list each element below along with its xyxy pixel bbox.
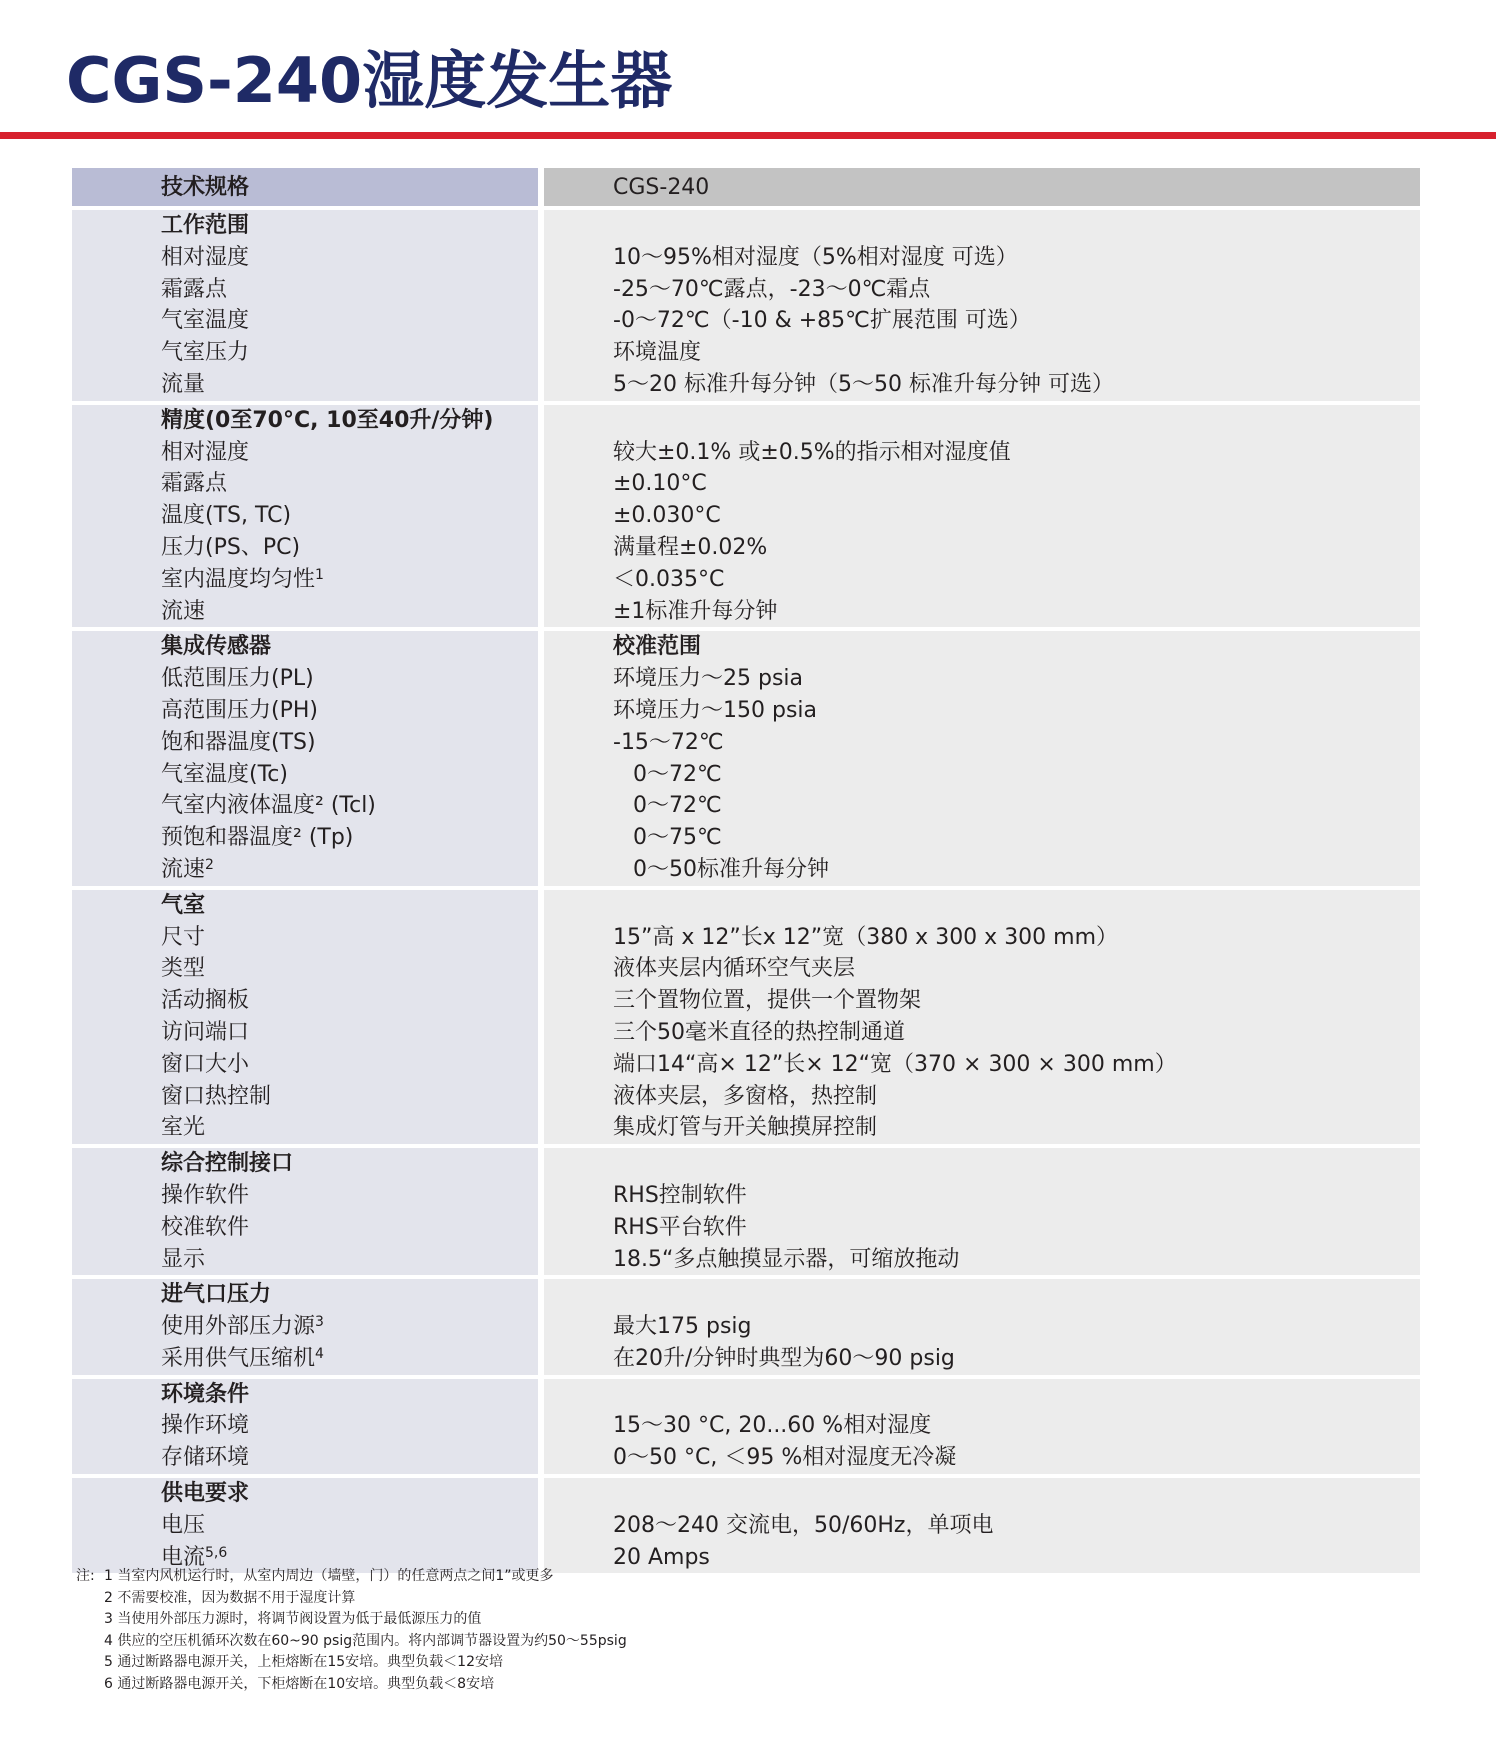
spec-label: 气室温度(Tc) xyxy=(161,761,288,787)
spec-label: 霜露点 xyxy=(161,471,228,497)
spec-section xyxy=(72,1379,1420,1474)
footnotes xyxy=(76,1566,627,1695)
spec-value-column xyxy=(544,1279,1420,1374)
spec-value: 最大175 psig xyxy=(613,1314,752,1340)
footnote-marker: 3 xyxy=(315,1314,324,1331)
spec-label: 窗口大小 xyxy=(161,1051,250,1077)
section-heading: 集成传感器 xyxy=(161,634,272,660)
spec-label-row xyxy=(72,564,538,596)
footnote-text: 5 通过断路器电源开关，上柜熔断在15安培。典型负载＜12安培 xyxy=(104,1654,503,1670)
footnote-line xyxy=(76,1588,627,1610)
header-model-label: CGS-240 xyxy=(613,175,710,200)
footnote-text: 1 当室内风机运行时，从室内周边（墙壁，门）的任意两点之间1”或更多 xyxy=(104,1568,554,1584)
footnote-text: 2 不需要校准，因为数据不用于湿度计算 xyxy=(104,1589,356,1606)
spec-value: 15～30 °C, 20...60 %相对湿度 xyxy=(613,1413,932,1439)
spec-label-row xyxy=(72,1049,538,1081)
spec-value-column xyxy=(544,1148,1420,1275)
spec-label-row xyxy=(72,337,538,369)
spec-label: 气室温度 xyxy=(161,308,250,334)
footnote-text: 6 通过断路器电源开关，下柜熔断在10安培。典型负载＜8安培 xyxy=(104,1675,495,1692)
spec-label-row xyxy=(72,1343,538,1375)
spec-section xyxy=(72,631,1420,885)
spec-value: 5～20 标准升每分钟（5～50 标准升每分钟 可选） xyxy=(613,371,1114,397)
spec-value: 0～50 °C, ＜95 %相对湿度无冷凝 xyxy=(613,1445,957,1471)
footnote-text: 3 当使用外部压力源时，将调节阀设置为低于最低源压力的值 xyxy=(104,1611,482,1627)
spec-label: 活动搁板 xyxy=(161,988,250,1014)
spec-label: 类型 xyxy=(161,956,206,982)
spec-label: 访问端口 xyxy=(161,1019,250,1045)
spec-label: 压力(PS、PC) xyxy=(161,534,301,560)
spec-label-row xyxy=(72,468,538,500)
spec-label-row xyxy=(72,695,538,727)
spec-section xyxy=(72,405,1420,628)
spec-label-row xyxy=(72,1017,538,1049)
spec-value: -25～70℃露点，-23～0℃霜点 xyxy=(613,276,931,302)
spec-value-column xyxy=(544,890,1420,1144)
spec-label-row xyxy=(72,596,538,628)
spec-label: 饱和器温度(TS) xyxy=(161,729,316,755)
spec-label-row xyxy=(72,790,538,822)
spec-section xyxy=(72,1279,1420,1374)
section-heading: 工作范围 xyxy=(161,213,250,238)
spec-label: 预饱和器温度² (Tp) xyxy=(161,825,354,851)
spec-label-column xyxy=(72,631,538,885)
section-heading: 进气口压力 xyxy=(161,1282,272,1308)
spec-value: 0～72℃ xyxy=(633,761,722,787)
spec-value: 三个置物位置，提供一个置物架 xyxy=(613,988,922,1014)
spec-label-row xyxy=(72,953,538,985)
title-divider xyxy=(0,132,1496,139)
spec-label-row xyxy=(72,854,538,886)
spec-label-row xyxy=(72,532,538,564)
footnote-marker: 2 xyxy=(205,856,214,873)
spec-value: 液体夹层，多窗格，热控制 xyxy=(613,1083,878,1109)
spec-section xyxy=(72,210,1420,401)
header-spec-label: 技术规格 xyxy=(161,175,250,200)
footnote-line xyxy=(76,1631,627,1653)
section-heading-value xyxy=(544,1478,1420,1510)
section-heading-value xyxy=(544,210,1420,242)
footnote-line xyxy=(76,1652,627,1674)
spec-value: 环境温度 xyxy=(613,340,702,366)
spec-label-row xyxy=(72,1081,538,1113)
spec-value: 0～50标准升每分钟 xyxy=(633,856,829,882)
footnote-line xyxy=(76,1566,627,1588)
spec-label-row xyxy=(72,437,538,469)
spec-label: 室光 xyxy=(161,1115,206,1141)
spec-value: 端口14“高× 12”长× 12“宽（370 × 300 × 300 mm） xyxy=(613,1051,1177,1077)
spec-table xyxy=(72,168,1420,1577)
spec-value-column xyxy=(544,1379,1420,1474)
spec-label-row xyxy=(72,822,538,854)
section-heading: 环境条件 xyxy=(161,1381,250,1407)
spec-label-row xyxy=(72,1244,538,1276)
spec-value: ±1标准升每分钟 xyxy=(613,598,778,624)
spec-value: 环境压力～150 psia xyxy=(613,697,818,723)
spec-value: 0～72℃ xyxy=(633,793,722,819)
spec-label: 霜露点 xyxy=(161,276,228,302)
spec-value: 液体夹层内循环空气夹层 xyxy=(613,956,856,982)
spec-label: 显示 xyxy=(161,1246,206,1272)
spec-label-row xyxy=(72,242,538,274)
spec-value: 环境压力～25 psia xyxy=(613,666,804,692)
spec-label: 低范围压力(PL) xyxy=(161,666,314,692)
spec-label-column xyxy=(72,1379,538,1474)
page-title: CGS-240湿度发生器 xyxy=(66,44,673,117)
spec-label-row xyxy=(72,985,538,1017)
spec-value: -0～72℃（-10 & +85℃扩展范围 可选） xyxy=(613,308,1031,334)
section-heading: 精度(0至70°C, 10至40升/分钟) xyxy=(161,407,494,433)
spec-label: 流量 xyxy=(161,371,206,397)
spec-label-column xyxy=(72,1148,538,1275)
spec-label: 采用供气压缩机 xyxy=(161,1345,316,1371)
spec-label: 相对湿度 xyxy=(161,439,250,465)
spec-value: 20 Amps xyxy=(613,1544,710,1570)
footnote-prefix: 注: xyxy=(76,1568,95,1584)
spec-label: 校准软件 xyxy=(161,1214,250,1240)
spec-label: 窗口热控制 xyxy=(161,1083,272,1109)
spec-label: 气室压力 xyxy=(161,340,250,366)
section-heading-value xyxy=(544,1279,1420,1311)
section-heading: 气室 xyxy=(161,892,206,918)
spec-label: 操作环境 xyxy=(161,1413,250,1439)
spec-value: 满量程±0.02% xyxy=(613,534,768,560)
spec-label: 存储环境 xyxy=(161,1445,250,1471)
spec-value: 在20升/分钟时典型为60～90 psig xyxy=(613,1345,955,1371)
spec-value: RHS控制软件 xyxy=(613,1182,747,1208)
spec-label: 操作软件 xyxy=(161,1182,250,1208)
footnote-text: 4 供应的空压机循环次数在60~90 psig范围内。将内部调节器设置为约50～55psig xyxy=(104,1632,627,1649)
spec-value: 18.5“多点触摸显示器，可缩放拖动 xyxy=(613,1246,960,1272)
spec-section xyxy=(72,1478,1420,1573)
spec-label-row xyxy=(72,1410,538,1442)
spec-label-row xyxy=(72,663,538,695)
spec-label-row xyxy=(72,369,538,401)
section-heading-value xyxy=(544,405,1420,437)
spec-label-row xyxy=(72,1311,538,1343)
table-header xyxy=(72,168,1420,206)
spec-label: 温度(TS, TC) xyxy=(161,503,292,529)
spec-label: 电流 xyxy=(161,1544,206,1570)
spec-value: 208～240 交流电，50/60Hz，单项电 xyxy=(613,1512,994,1538)
spec-label: 流速 xyxy=(161,598,206,624)
section-heading-value xyxy=(544,1148,1420,1180)
footnote-line xyxy=(76,1674,627,1696)
spec-value-column xyxy=(544,405,1420,628)
spec-label: 尺寸 xyxy=(161,924,206,950)
spec-label-row xyxy=(72,305,538,337)
spec-label-column xyxy=(72,210,538,401)
section-heading-value: 校准范围 xyxy=(613,634,702,660)
spec-label-column xyxy=(72,405,538,628)
spec-value: 三个50毫米直径的热控制通道 xyxy=(613,1019,905,1045)
section-heading: 供电要求 xyxy=(161,1481,250,1507)
spec-label-row xyxy=(72,1212,538,1244)
spec-value: 集成灯管与开关触摸屏控制 xyxy=(613,1115,878,1141)
spec-value: RHS平台软件 xyxy=(613,1214,747,1240)
spec-label-column xyxy=(72,1279,538,1374)
section-heading: 综合控制接口 xyxy=(161,1151,294,1177)
spec-section xyxy=(72,1148,1420,1275)
spec-label: 室内温度均匀性 xyxy=(161,566,316,592)
spec-value-column xyxy=(544,1478,1420,1573)
spec-label-row xyxy=(72,727,538,759)
spec-label-row xyxy=(72,1510,538,1542)
spec-label-row xyxy=(72,500,538,532)
spec-value: ±0.10°C xyxy=(613,471,707,497)
spec-label-column xyxy=(72,890,538,1144)
spec-section xyxy=(72,890,1420,1144)
spec-value: 15”高 x 12”长x 12”宽（380 x 300 x 300 mm） xyxy=(613,924,1119,950)
spec-value: ＜0.035°C xyxy=(613,566,725,592)
spec-value: -15～72℃ xyxy=(613,729,724,755)
footnote-marker: 1 xyxy=(315,566,324,583)
section-heading-value xyxy=(544,1379,1420,1411)
footnote-line xyxy=(76,1609,627,1631)
spec-label: 流速 xyxy=(161,856,206,882)
spec-label-row xyxy=(72,274,538,306)
spec-label: 相对湿度 xyxy=(161,244,250,270)
spec-value-column xyxy=(544,210,1420,401)
spec-label: 电压 xyxy=(161,1512,206,1538)
footnote-marker: 4 xyxy=(315,1345,324,1362)
spec-value: ±0.030°C xyxy=(613,503,721,529)
spec-value-column xyxy=(544,631,1420,885)
spec-value: 10～95%相对湿度（5%相对湿度 可选） xyxy=(613,244,1018,270)
spec-label-row xyxy=(72,759,538,791)
spec-label-row xyxy=(72,1112,538,1144)
spec-label-column xyxy=(72,1478,538,1573)
spec-label-row xyxy=(72,1180,538,1212)
spec-label-row xyxy=(72,1442,538,1474)
section-heading-value xyxy=(544,890,1420,922)
spec-sections xyxy=(72,210,1420,1573)
spec-value: 0～75℃ xyxy=(633,825,722,851)
spec-label: 气室内液体温度² (Tcl) xyxy=(161,793,376,819)
footnote-marker: 5,6 xyxy=(205,1544,228,1561)
spec-label: 高范围压力(PH) xyxy=(161,697,318,723)
spec-value: 较大±0.1% 或±0.5%的指示相对湿度值 xyxy=(613,439,1011,465)
spec-label-row xyxy=(72,922,538,954)
spec-label: 使用外部压力源 xyxy=(161,1314,316,1340)
